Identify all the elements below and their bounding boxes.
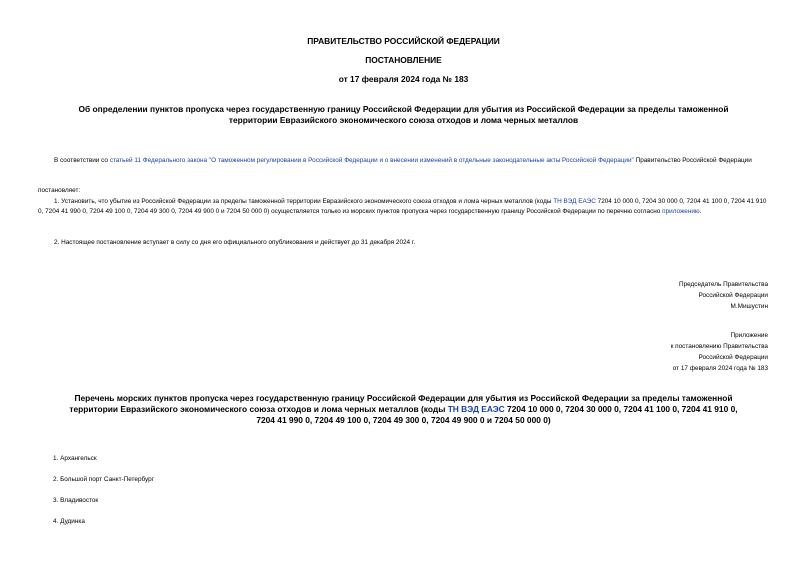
list-title-line-2 bbox=[0, 404, 807, 415]
signature-name: М.Мишустин bbox=[730, 303, 768, 310]
list-item: 2. Большой порт Санкт-Петербург bbox=[53, 476, 155, 483]
appendix-link[interactable]: приложению bbox=[662, 207, 700, 215]
item1-text-before: 1. Установить, что убытие из Российской Федерации за пределы таможенной территории Евразийского экономического союза отходов и лома черных металлов (коды bbox=[54, 198, 554, 205]
signature-line-2: Российской Федерации bbox=[698, 292, 768, 299]
item1-text-end: . bbox=[699, 207, 702, 215]
signature-line-1: Председатель Правительства bbox=[679, 281, 768, 288]
item1-text-middle: 7204 10 000 0, 7204 30 000 0, 7204 41 100 0, 7204 41 910 0, 7204 41 990 0, 7204 49 100 0, 7204 49 300 0, 7204 49 900 0 и 7204 50 000 0) осуществляется только из морских пунктов пропуска через государственную границу Российской Федерации по перечню согласно bbox=[38, 198, 767, 215]
list-title bbox=[0, 393, 807, 426]
document-title bbox=[0, 104, 807, 126]
list-item: 3. Владивосток bbox=[53, 497, 99, 504]
decrees-word: постановляет: bbox=[38, 187, 81, 194]
list-title-tn-ved-link[interactable]: ТН ВЭД ЕАЭС bbox=[447, 404, 505, 414]
preamble-text-before: В соответствии со bbox=[54, 157, 110, 164]
appendix-ref-line-1: Приложение bbox=[730, 332, 768, 339]
document-title-line-2: территории Евразийского экономического союза отходов и лома черных металлов bbox=[228, 115, 579, 125]
government-heading: ПРАВИТЕЛЬСТВО РОССИЙСКОЙ ФЕДЕРАЦИИ bbox=[307, 36, 500, 46]
document-date-number: от 17 февраля 2024 года № 183 bbox=[338, 74, 469, 84]
tn-ved-link[interactable]: ТН ВЭД ЕАЭС bbox=[553, 198, 596, 205]
list-title-line-2-after: 7204 10 000 0, 7204 30 000 0, 7204 41 100 0, 7204 41 910 0, bbox=[504, 404, 738, 414]
document-title-line-1: Об определении пунктов пропуска через государственную границу Российской Федерации для убытия из Российской Федерации за пределы таможенной bbox=[78, 104, 729, 114]
list-item: 4. Дудинка bbox=[53, 518, 85, 525]
preamble-paragraph bbox=[38, 156, 768, 166]
list-title-line-2-before: территории Евразийского экономического союза отходов и лома черных металлов (коды bbox=[69, 404, 448, 414]
decree-item-1 bbox=[38, 197, 768, 216]
appendix-ref-line-3: Российской Федерации bbox=[698, 354, 768, 361]
document-type: ПОСТАНОВЛЕНИЕ bbox=[365, 55, 442, 65]
appendix-ref-line-4: от 17 февраля 2024 года № 183 bbox=[672, 365, 768, 372]
list-item: 1. Архангельск bbox=[53, 455, 97, 462]
decree-item-2: 2. Настоящее постановление вступает в силу со дня его официального опубликования и действует до 31 декабря 2024 г. bbox=[54, 239, 416, 246]
signature-block bbox=[679, 279, 768, 312]
appendix-ref-line-2: к постановлению Правительства bbox=[670, 343, 768, 350]
list-title-line-3: 7204 41 990 0, 7204 49 100 0, 7204 49 300 0, 7204 49 900 0 и 7204 50 000 0) bbox=[256, 415, 551, 425]
federal-law-link[interactable]: статьей 11 Федерального закона "О таможенном регулировании в Российской Федерации и о внесении изменений в отдельные законодательные акты Российской Федерации" bbox=[109, 157, 634, 164]
preamble-text-after: Правительство Российской Федерации bbox=[633, 157, 752, 164]
list-title-line-1: Перечень морских пунктов пропуска через государственную границу Российской Федерации для убытия из Российской Федерации за пределы таможенной bbox=[74, 393, 733, 403]
appendix-reference bbox=[671, 330, 768, 374]
